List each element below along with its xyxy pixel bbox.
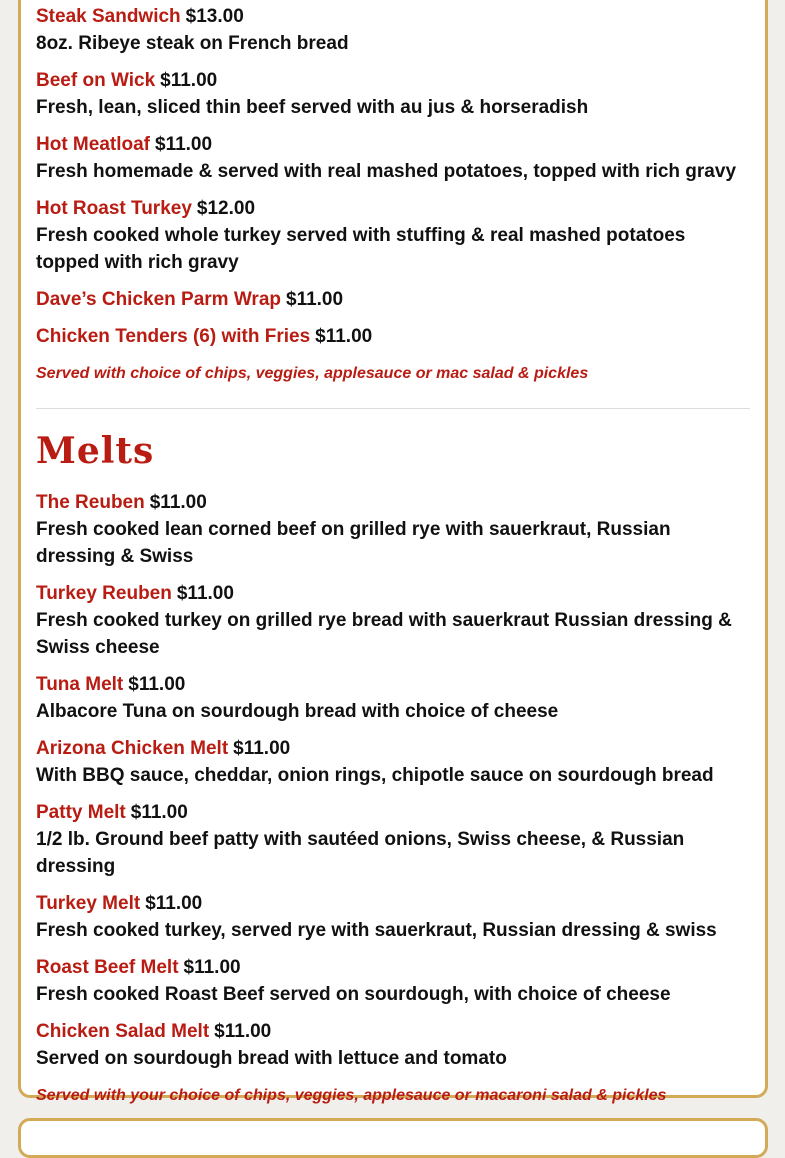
menu-item <box>36 67 750 121</box>
item-price: $13.00 <box>185 6 244 27</box>
item-name: Arizona Chicken Melt <box>36 738 229 759</box>
menu-item <box>36 3 750 57</box>
item-price: $11.00 <box>160 70 218 91</box>
menu-item <box>36 131 750 185</box>
next-menu-card <box>18 1118 768 1158</box>
item-description: Fresh, lean, sliced thin beef served with au jus & horseradish <box>36 97 589 118</box>
menu-item <box>36 195 750 276</box>
item-price: $11.00 <box>145 893 203 914</box>
item-description: Fresh homemade & served with real mashed potatoes, topped with rich gravy <box>36 161 737 182</box>
menu-item <box>36 890 750 944</box>
item-description: Fresh cooked turkey on grilled rye bread with sauerkraut Russian dressing & Swiss cheese <box>36 610 732 658</box>
item-price: $11.00 <box>176 583 234 604</box>
menu-item <box>36 735 750 789</box>
item-description: 1/2 lb. Ground beef patty with sautéed onions, Swiss cheese, & Russian dressing <box>36 829 685 877</box>
menu-item <box>36 323 750 350</box>
item-price: $11.00 <box>183 957 241 978</box>
menu-content <box>36 3 750 1108</box>
item-name: The Reuben <box>36 492 145 513</box>
item-description: 8oz. Ribeye steak on French bread <box>36 33 349 54</box>
item-price: $11.00 <box>286 289 344 310</box>
menu-item <box>36 286 750 313</box>
menu-item <box>36 489 750 570</box>
item-price: $11.00 <box>130 802 188 823</box>
item-price: $11.00 <box>233 738 291 759</box>
item-name: Steak Sandwich <box>36 6 181 27</box>
item-name: Turkey Melt <box>36 893 141 914</box>
item-description: Fresh cooked turkey, served rye with sauerkraut, Russian dressing & swiss <box>36 920 717 941</box>
item-price: $12.00 <box>196 198 256 219</box>
item-name: Dave’s Chicken Parm Wrap <box>36 289 281 310</box>
item-description: Served on sourdough bread with lettuce and tomato <box>36 1048 507 1069</box>
menu-card <box>18 0 768 1104</box>
item-price: $11.00 <box>155 134 213 155</box>
item-name: Beef on Wick <box>36 70 156 91</box>
item-description: Albacore Tuna on sourdough bread with choice of cheese <box>36 701 559 722</box>
item-name: Hot Meatloaf <box>36 134 150 155</box>
section-title-melts: Melts <box>36 430 155 472</box>
item-name: Patty Melt <box>36 802 126 823</box>
menu-item <box>36 1018 750 1072</box>
item-name: Hot Roast Turkey <box>36 198 192 219</box>
item-name: Turkey Reuben <box>36 583 172 604</box>
sandwiches-note: Served with choice of chips, veggies, applesauce or mac salad & pickles <box>36 365 589 382</box>
item-name: Tuna Melt <box>36 674 124 695</box>
item-name: Roast Beef Melt <box>36 957 179 978</box>
menu-item <box>36 580 750 661</box>
item-price: $11.00 <box>214 1021 272 1042</box>
melts-note: Served with your choice of chips, veggies, applesauce or macaroni salad & pickles <box>36 1087 667 1104</box>
item-price: $11.00 <box>128 674 186 695</box>
item-name: Chicken Tenders (6) with Fries <box>36 326 311 347</box>
menu-item <box>36 799 750 880</box>
item-price: $11.00 <box>149 492 207 513</box>
menu-item <box>36 671 750 725</box>
item-name: Chicken Salad Melt <box>36 1021 210 1042</box>
item-description: With BBQ sauce, cheddar, onion rings, chipotle sauce on sourdough bread <box>36 765 714 786</box>
menu-item <box>36 954 750 1008</box>
item-price: $11.00 <box>315 326 373 347</box>
item-description: Fresh cooked lean corned beef on grilled rye with sauerkraut, Russian dressing & Swiss <box>36 519 671 567</box>
item-description: Fresh cooked whole turkey served with stuffing & real mashed potatoes topped with rich gravy <box>36 225 686 273</box>
item-description: Fresh cooked Roast Beef served on sourdough, with choice of cheese <box>36 984 671 1005</box>
